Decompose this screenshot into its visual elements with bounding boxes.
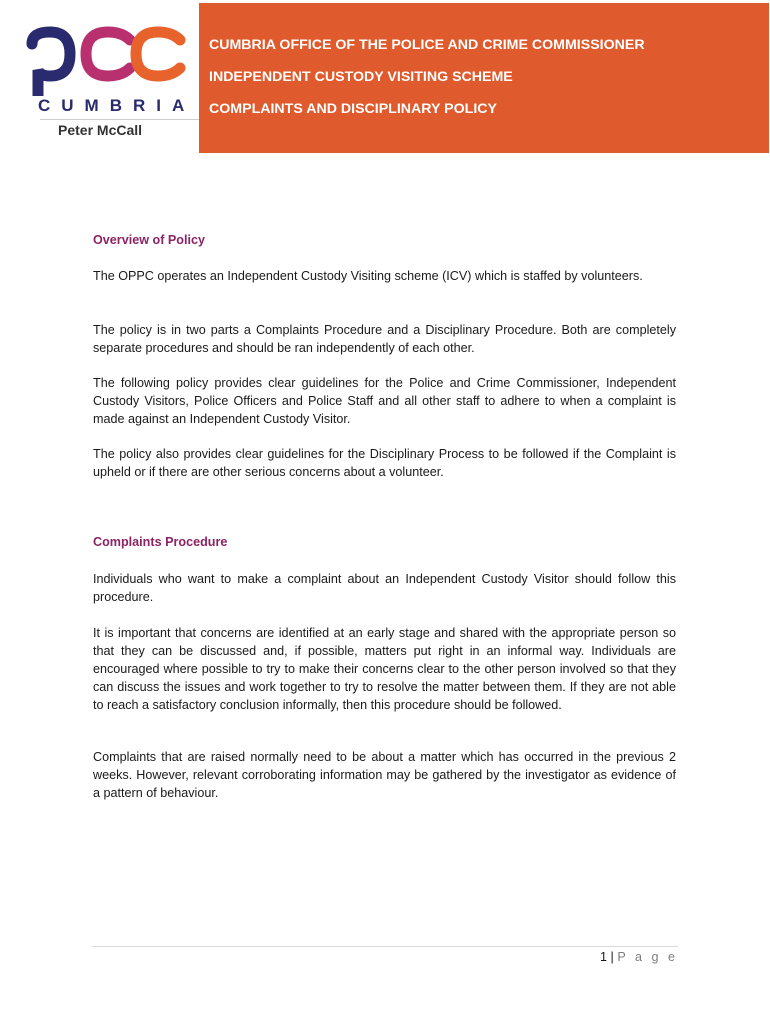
logo-letter-c1 bbox=[86, 32, 130, 76]
banner-title-office: CUMBRIA OFFICE OF THE POLICE AND CRIME COMMISSIONER bbox=[209, 37, 645, 53]
complaints-paragraph-3: Complaints that are raised normally need to be about a matter which has occurred in the previous 2 weeks. However, relevant corroborating information may be gathered by the investigator as evidence of a pattern of behaviour. bbox=[93, 750, 676, 800]
overview-paragraph-3: The following policy provides clear guidelines for the Police and Crime Commissioner, Independent Custody Visitors, Police Officers and Police Staff and all other staff to adhere to when a complaint is made against an Independent Custody Visitor. bbox=[93, 376, 676, 426]
logo-letter-c2 bbox=[136, 32, 180, 76]
complaints-heading: Complaints Procedure bbox=[93, 535, 228, 549]
page-separator: | bbox=[610, 950, 614, 964]
banner-title-policy: COMPLAINTS AND DISCIPLINARY POLICY bbox=[209, 101, 497, 117]
pcc-logo-mark bbox=[20, 24, 190, 96]
overview-paragraph-1: The OPPC operates an Independent Custody Visiting scheme (ICV) which is staffed by volunteers. bbox=[93, 269, 643, 283]
logo-divider bbox=[40, 119, 203, 120]
overview-paragraph-4: The policy also provides clear guidelines for the Disciplinary Process to be followed if the Complaint is upheld or if there are other serious concerns about a volunteer. bbox=[93, 447, 676, 479]
footer-divider bbox=[92, 946, 678, 947]
overview-heading: Overview of Policy bbox=[93, 233, 205, 247]
page-label: P a g e bbox=[617, 950, 678, 964]
complaints-paragraph-1: Individuals who want to make a complaint about an Independent Custody Visitor should follow this procedure. bbox=[93, 572, 676, 604]
header-banner bbox=[199, 3, 769, 153]
complaints-paragraph-2: It is important that concerns are identified at an early stage and shared with the appropriate person so that they can be discussed and, if possible, matters put right in an informal way. Individuals are encouraged where possible to try to make their concerns clear to the other person involved so that they can discuss the issues and work together to try to resolve the matter between them. If they are not able to reach a satisfactory conclusion informally, then this procedure should be followed. bbox=[93, 626, 676, 712]
logo-commissioner-name: Peter McCall bbox=[58, 122, 143, 138]
banner-title-scheme: INDEPENDENT CUSTODY VISITING SCHEME bbox=[209, 69, 513, 85]
overview-paragraph-2: The policy is in two parts a Complaints Procedure and a Disciplinary Procedure. Both are completely separate procedures and should be ran independently of each other. bbox=[93, 323, 676, 355]
logo-city-text: CUMBRIA bbox=[38, 96, 196, 115]
page-footer bbox=[600, 950, 678, 964]
logo-letter-p bbox=[32, 32, 70, 96]
pcc-cumbria-logo bbox=[20, 24, 196, 144]
page-number: 1 bbox=[600, 950, 608, 964]
